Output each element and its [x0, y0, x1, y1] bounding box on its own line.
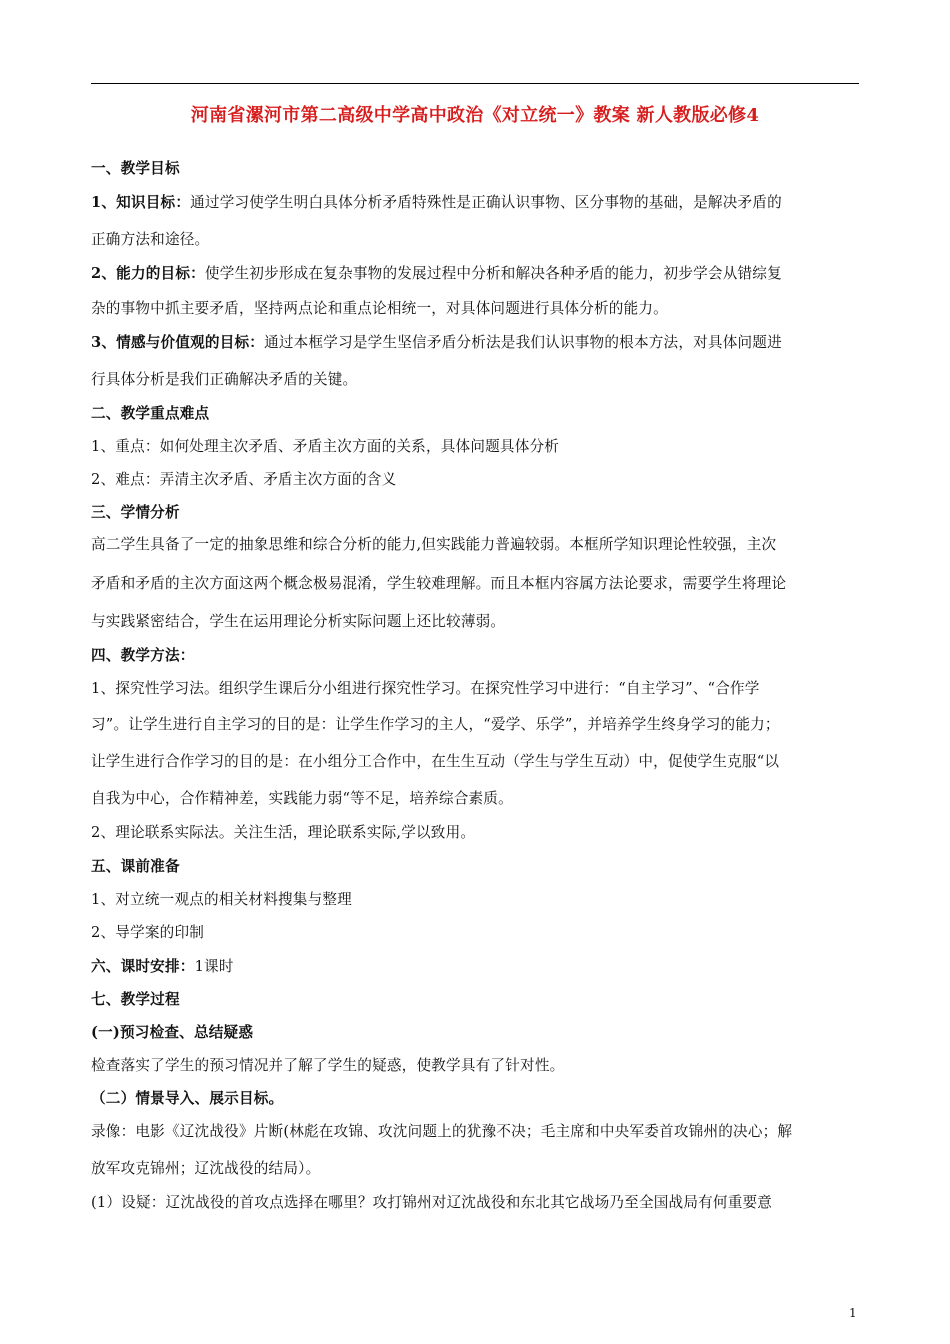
goal-2-line-2: 杂的事物中抓主要矛盾，坚持两点论和重点论相统一，对具体问题进行具体分析的能力。 — [91, 300, 668, 317]
goal-1-line-2: 正确方法和途径。 — [91, 231, 210, 248]
section-7-sub-1: (一)预习检查、总结疑惑 — [91, 1024, 254, 1041]
section-5-line-1: 1、对立统一观点的相关材料搜集与整理 — [91, 891, 352, 908]
section-2-line-2: 2、难点：弄清主次矛盾、矛盾主次方面的含义 — [91, 471, 397, 488]
section-7-line-2: 放军攻克锦州；辽沈战役的结局）。 — [91, 1160, 321, 1177]
goal-3-text: 通过本框学习是学生坚信矛盾分析法是我们认识事物的根本方法，对具体问题进 — [264, 334, 782, 351]
section-4-line-2: 习”。让学生进行自主学习的目的是：让学生作学习的主人，“爱学、乐学”，并培养学生终身学习的能力； — [91, 716, 780, 733]
section-2-heading: 二、教学重点难点 — [91, 405, 210, 422]
section-3-line-2: 矛盾和矛盾的主次方面这两个概念极易混淆，学生较难理解。而且本框内容属方法论要求，需要学生将理论 — [91, 575, 787, 592]
goal-2-label: 2、能力的目标： — [91, 265, 205, 282]
section-2-line-1: 1、重点：如何处理主次矛盾、矛盾主次方面的关系，具体问题具体分析 — [91, 438, 560, 455]
goal-2-line-1 — [91, 264, 861, 284]
header-rule — [91, 83, 859, 84]
section-6-label: 六、课时安排： — [91, 958, 195, 975]
section-3-line-3: 与实践紧密结合，学生在运用理论分析实际问题上还比较薄弱。 — [91, 613, 506, 630]
section-3-line-1: 高二学生具备了一定的抽象思维和综合分析的能力,但实践能力普遍较弱。本框所学知识理论性较强，主次 — [91, 536, 777, 553]
section-6-value: 1课时 — [194, 958, 234, 975]
section-5-line-2: 2、导学案的印制 — [91, 924, 205, 941]
section-1-heading: 一、教学目标 — [91, 160, 180, 177]
section-4-line-3: 让学生进行合作学习的目的是：在小组分工合作中，在生生互动（学生与学生互动）中，促使学生克服“以 — [91, 753, 780, 770]
goal-3-label: 3、情感与价值观的目标： — [91, 334, 265, 351]
section-7-sub-1-line: 检查落实了学生的预习情况并了解了学生的疑惑，使教学具有了针对性。 — [91, 1057, 565, 1074]
document-title: 河南省漯河市第二高级中学高中政治《对立统一》教案 新人教版必修4 — [190, 105, 760, 126]
section-7-sub-2: （二）情景导入、展示目标。 — [91, 1090, 284, 1107]
goal-3-line-1 — [91, 333, 861, 353]
goal-3-line-2: 行具体分析是我们正确解决矛盾的关键。 — [91, 371, 358, 388]
section-4-line-4: 自我为中心，合作精神差，实践能力弱“等不足，培养综合素质。 — [91, 790, 513, 807]
goal-1-text: 通过学习使学生明白具体分析矛盾特殊性是正确认识事物、区分事物的基础，是解决矛盾的 — [190, 194, 782, 211]
section-7-line-3: (1）设疑：辽沈战役的首攻点选择在哪里？攻打锦州对辽沈战役和东北其它战场乃至全国战局有何重要意 — [91, 1194, 773, 1211]
goal-2-text: 使学生初步形成在复杂事物的发展过程中分析和解决各种矛盾的能力，初步学会从错综复 — [204, 265, 782, 282]
goal-1-line-1 — [91, 193, 861, 213]
section-7-line-1: 录像：电影《辽沈战役》片断(林彪在攻锦、攻沈问题上的犹豫不决；毛主席和中央军委首攻锦州的决心；解 — [91, 1123, 793, 1140]
goal-1-label: 1、知识目标： — [91, 194, 191, 211]
page-number: 1 — [849, 1306, 857, 1320]
section-3-heading: 三、学情分析 — [91, 504, 180, 521]
section-4-heading: 四、教学方法： — [91, 647, 195, 664]
section-4-line-5: 2、理论联系实际法。关注生活，理论联系实际,学以致用。 — [91, 824, 476, 841]
section-5-heading: 五、课前准备 — [91, 858, 180, 875]
section-4-line-1: 1、探究性学习法。组织学生课后分小组进行探究性学习。在探究性学习中进行：“自主学习”、“合作学 — [91, 680, 760, 697]
section-6-line — [91, 957, 861, 977]
section-7-heading: 七、教学过程 — [91, 991, 180, 1008]
